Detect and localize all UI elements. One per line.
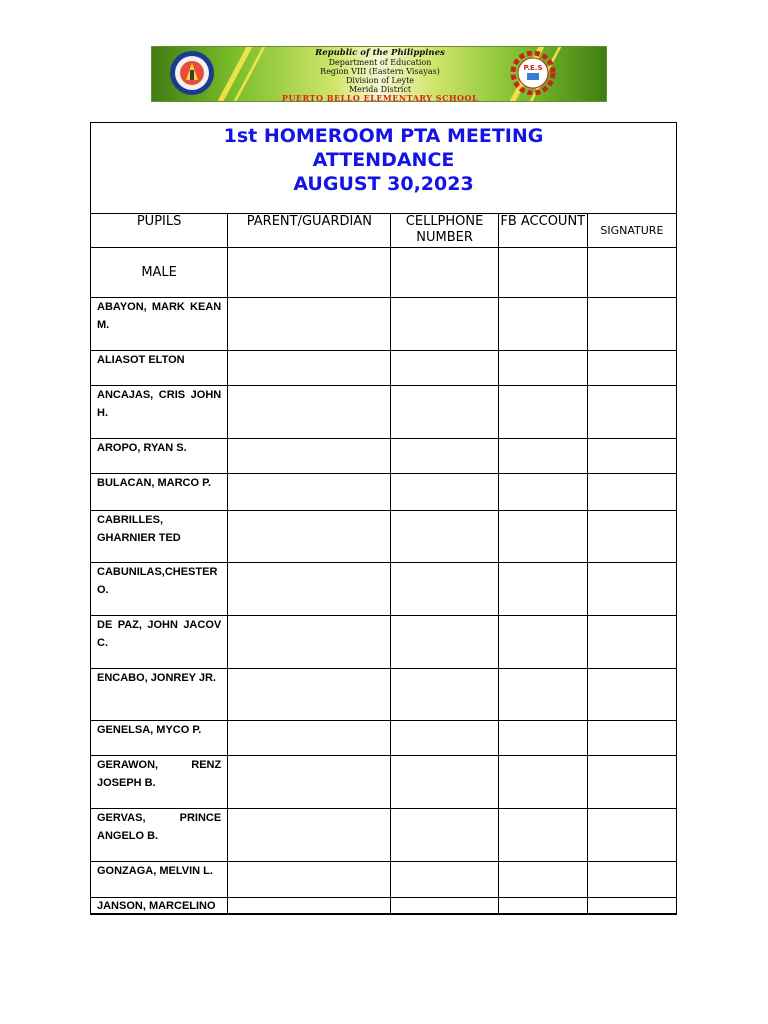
parent-cell[interactable] xyxy=(228,898,391,915)
table-row xyxy=(91,386,677,439)
section-label-male: MALE xyxy=(91,248,228,298)
column-header-cellphone: CELLPHONE NUMBER xyxy=(391,214,498,248)
school-logo-text: P.E.S xyxy=(523,64,543,72)
school-header-banner xyxy=(151,46,607,102)
cellphone-cell[interactable] xyxy=(391,298,498,351)
signature-cell[interactable] xyxy=(587,298,676,351)
parent-cell[interactable] xyxy=(228,298,391,351)
fb-cell[interactable] xyxy=(498,386,587,439)
table-row xyxy=(91,809,677,862)
pupil-name xyxy=(91,563,228,616)
column-header-fb: FB ACCOUNT xyxy=(498,214,587,248)
parent-cell[interactable] xyxy=(228,756,391,809)
empty-cell[interactable] xyxy=(498,248,587,298)
fb-cell[interactable] xyxy=(498,439,587,474)
signature-cell[interactable] xyxy=(587,616,676,669)
banner-line-division: Division of Leyte xyxy=(345,76,415,85)
pupil-name xyxy=(91,386,228,439)
cellphone-cell[interactable] xyxy=(391,563,498,616)
banner-line-region: Region VIII (Eastern Visayas) xyxy=(320,67,440,76)
pupil-name xyxy=(91,351,228,386)
fb-cell[interactable] xyxy=(498,511,587,563)
fb-cell[interactable] xyxy=(498,669,587,721)
pupil-name-text: GENELSA, MYCO P. xyxy=(97,724,202,736)
section-row-male xyxy=(91,248,677,298)
cellphone-cell[interactable] xyxy=(391,351,498,386)
pupil-name xyxy=(91,721,228,756)
cellphone-cell[interactable] xyxy=(391,898,498,915)
pupil-name-text: ALIASOT ELTON xyxy=(97,354,185,366)
banner-line-deped: Department of Education xyxy=(328,58,432,67)
attendance-table xyxy=(90,213,677,915)
sheet-title-block xyxy=(91,123,676,214)
pupil-name xyxy=(91,756,228,809)
table-row xyxy=(91,439,677,474)
table-header-row xyxy=(91,214,677,248)
cellphone-cell[interactable] xyxy=(391,386,498,439)
fb-cell[interactable] xyxy=(498,616,587,669)
cellphone-cell[interactable] xyxy=(391,439,498,474)
parent-cell[interactable] xyxy=(228,669,391,721)
empty-cell[interactable] xyxy=(228,248,391,298)
banner-line-school: PUERTO BELLO ELEMENTARY SCHOOL xyxy=(281,93,479,102)
pupil-name-text: CABUNILAS,CHESTER O. xyxy=(97,566,218,596)
cellphone-cell[interactable] xyxy=(391,511,498,563)
table-row xyxy=(91,756,677,809)
signature-cell[interactable] xyxy=(587,756,676,809)
signature-cell[interactable] xyxy=(587,898,676,915)
parent-cell[interactable] xyxy=(228,616,391,669)
signature-cell[interactable] xyxy=(587,563,676,616)
pupil-name xyxy=(91,298,228,351)
pupil-name-text: ENCABO, JONREY JR. xyxy=(97,672,216,684)
pupil-name-text: GERAWON, RENZ JOSEPH B. xyxy=(97,759,222,789)
pupil-name xyxy=(91,616,228,669)
cellphone-cell[interactable] xyxy=(391,616,498,669)
column-header-pupils: PUPILS xyxy=(91,214,228,248)
fb-cell[interactable] xyxy=(498,474,587,511)
pupil-name-text: BULACAN, MARCO P. xyxy=(97,477,212,489)
signature-cell[interactable] xyxy=(587,386,676,439)
pupil-name xyxy=(91,439,228,474)
parent-cell[interactable] xyxy=(228,351,391,386)
pupil-name-text: AROPO, RYAN S. xyxy=(97,442,187,454)
pupil-name xyxy=(91,669,228,721)
signature-cell[interactable] xyxy=(587,809,676,862)
parent-cell[interactable] xyxy=(228,474,391,511)
parent-cell[interactable] xyxy=(228,511,391,563)
pupil-name xyxy=(91,898,228,915)
title-meeting: 1st HOMEROOM PTA MEETING xyxy=(223,125,544,147)
fb-cell[interactable] xyxy=(498,809,587,862)
fb-cell[interactable] xyxy=(498,898,587,915)
table-row xyxy=(91,474,677,511)
fb-cell[interactable] xyxy=(498,298,587,351)
parent-cell[interactable] xyxy=(228,809,391,862)
table-row xyxy=(91,862,677,898)
table-row xyxy=(91,669,677,721)
signature-cell[interactable] xyxy=(587,721,676,756)
parent-cell[interactable] xyxy=(228,386,391,439)
banner-streak xyxy=(234,47,266,101)
pupil-name-text: JANSON, MARCELINO xyxy=(97,900,216,912)
table-row xyxy=(91,563,677,616)
signature-cell[interactable] xyxy=(587,862,676,898)
parent-cell[interactable] xyxy=(228,862,391,898)
pupil-name-text: DE PAZ, JOHN JACOV C. xyxy=(97,619,222,649)
cellphone-cell[interactable] xyxy=(391,756,498,809)
fb-cell[interactable] xyxy=(498,862,587,898)
attendance-sheet xyxy=(90,122,677,914)
cellphone-cell[interactable] xyxy=(391,669,498,721)
fb-cell[interactable] xyxy=(498,351,587,386)
signature-cell[interactable] xyxy=(587,351,676,386)
column-header-parent: PARENT/GUARDIAN xyxy=(228,214,391,248)
signature-cell[interactable] xyxy=(587,511,676,563)
title-date: AUGUST 30,2023 xyxy=(293,173,474,195)
banner-line-district: Merida District xyxy=(348,85,412,94)
parent-cell[interactable] xyxy=(228,439,391,474)
cellphone-cell[interactable] xyxy=(391,809,498,862)
title-attendance: ATTENDANCE xyxy=(312,149,455,171)
pupil-name-text: CABRILLES, GHARNIER TED xyxy=(97,514,181,544)
parent-cell[interactable] xyxy=(228,721,391,756)
empty-cell[interactable] xyxy=(587,248,676,298)
cellphone-cell[interactable] xyxy=(391,862,498,898)
fb-cell[interactable] xyxy=(498,563,587,616)
empty-cell[interactable] xyxy=(391,248,498,298)
pupil-name-text: ANCAJAS, CRIS JOHN H. xyxy=(97,389,222,419)
pupil-name xyxy=(91,862,228,898)
fb-cell[interactable] xyxy=(498,721,587,756)
banner-line-republic: Republic of the Philippines xyxy=(315,48,445,58)
table-row xyxy=(91,511,677,563)
signature-cell[interactable] xyxy=(587,669,676,721)
fb-cell[interactable] xyxy=(498,756,587,809)
cellphone-cell[interactable] xyxy=(391,474,498,511)
column-header-signature: SIGNATURE xyxy=(587,214,676,248)
signature-cell[interactable] xyxy=(587,474,676,511)
signature-cell[interactable] xyxy=(587,439,676,474)
pupil-name-text: GONZAGA, MELVIN L. xyxy=(97,865,213,877)
table-row xyxy=(91,298,677,351)
table-row xyxy=(91,721,677,756)
school-gear-logo xyxy=(508,51,558,95)
pupil-name-text: GERVAS, PRINCE ANGELO B. xyxy=(97,812,222,842)
deped-seal-logo xyxy=(169,50,215,96)
table-row xyxy=(91,616,677,669)
banner-text xyxy=(262,49,498,102)
pupil-name-text: ABAYON, MARK KEAN M. xyxy=(97,301,222,331)
table-row xyxy=(91,898,677,915)
pupil-name xyxy=(91,809,228,862)
parent-cell[interactable] xyxy=(228,563,391,616)
cellphone-cell[interactable] xyxy=(391,721,498,756)
pupil-name xyxy=(91,474,228,511)
table-row xyxy=(91,351,677,386)
pupil-name xyxy=(91,511,228,563)
